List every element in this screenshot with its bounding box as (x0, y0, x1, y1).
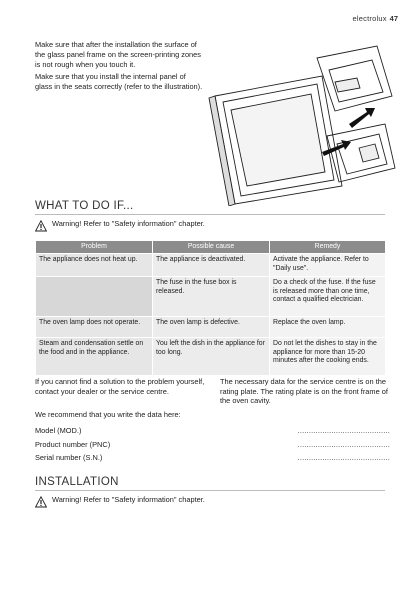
troubleshooting-table (35, 240, 386, 376)
warning-icon (35, 220, 47, 232)
page-header (353, 14, 398, 23)
section-title: INSTALLATION (35, 476, 385, 491)
problem-cell: The appliance does not heat up. (36, 254, 153, 277)
brand-name: electrolux (352, 14, 387, 23)
warning-text: Warning! Refer to "Safety information" chapter. (52, 219, 205, 228)
service-contact-text: If you cannot find a solution to the problem yourself, contact your dealer or the service centre. (35, 377, 205, 396)
glass-panel-illustration (207, 36, 397, 206)
data-field-row (35, 451, 390, 465)
data-field-row (35, 424, 390, 438)
data-field-label: Model (MOD.) (35, 426, 82, 436)
section-title: WHAT TO DO IF... (35, 200, 385, 215)
table-row (36, 317, 386, 338)
warning-notice (35, 219, 385, 232)
problem-cell (36, 277, 153, 317)
remedy-cell: Do a check of the fuse. If the fuse is released more than one time, contact a qualified electrician. (270, 277, 386, 317)
table-row (36, 254, 386, 277)
intro-text (35, 40, 205, 93)
table-row (36, 338, 386, 376)
data-field-label: Serial number (S.N.) (35, 453, 103, 463)
table-header-row (36, 241, 386, 254)
remedy-cell: Do not let the dishes to stay in the appliance for more than 15-20 minutes after the cooking ends. (270, 338, 386, 376)
cause-cell: The appliance is deactivated. (153, 254, 270, 277)
data-field-row (35, 438, 390, 452)
column-header: Remedy (270, 241, 386, 254)
what-to-do-section (35, 200, 385, 232)
problem-cell: Steam and condensation settle on the food and in the appliance. (36, 338, 153, 376)
service-data-fields (35, 424, 390, 465)
warning-text: Warning! Refer to "Safety information" chapter. (52, 495, 205, 504)
cause-cell: The fuse in the fuse box is released. (153, 277, 270, 317)
cause-cell: The oven lamp is defective. (153, 317, 270, 338)
rating-plate-text: The necessary data for the service centre is on the rating plate. The rating plate is on the front frame of the oven cavity. (220, 377, 388, 406)
data-field-blank: ......................................... (297, 453, 390, 463)
column-header: Possible cause (153, 241, 270, 254)
data-field-blank: ......................................... (297, 426, 390, 436)
installation-section (35, 476, 385, 508)
page-number: 47 (389, 14, 398, 23)
warning-notice (35, 495, 385, 508)
recommend-text: We recommend that you write the data here: (35, 410, 181, 419)
remedy-cell: Replace the oven lamp. (270, 317, 386, 338)
cause-cell: You left the dish in the appliance for too long. (153, 338, 270, 376)
table-row (36, 277, 386, 317)
warning-icon (35, 496, 47, 508)
intro-paragraph: Make sure that you install the internal panel of glass in the seats correctly (refer to the illustration). (35, 71, 203, 91)
data-field-blank: ......................................... (297, 439, 390, 449)
remedy-cell: Activate the appliance. Refer to "Daily use". (270, 254, 386, 277)
column-header: Problem (36, 241, 153, 254)
service-info (35, 377, 390, 406)
data-field-label: Product number (PNC) (35, 439, 111, 449)
intro-paragraph: Make sure that after the installation the surface of the glass panel frame on the screen-printing zones is not rough when you touch it. (35, 40, 201, 70)
problem-cell: The oven lamp does not operate. (36, 317, 153, 338)
